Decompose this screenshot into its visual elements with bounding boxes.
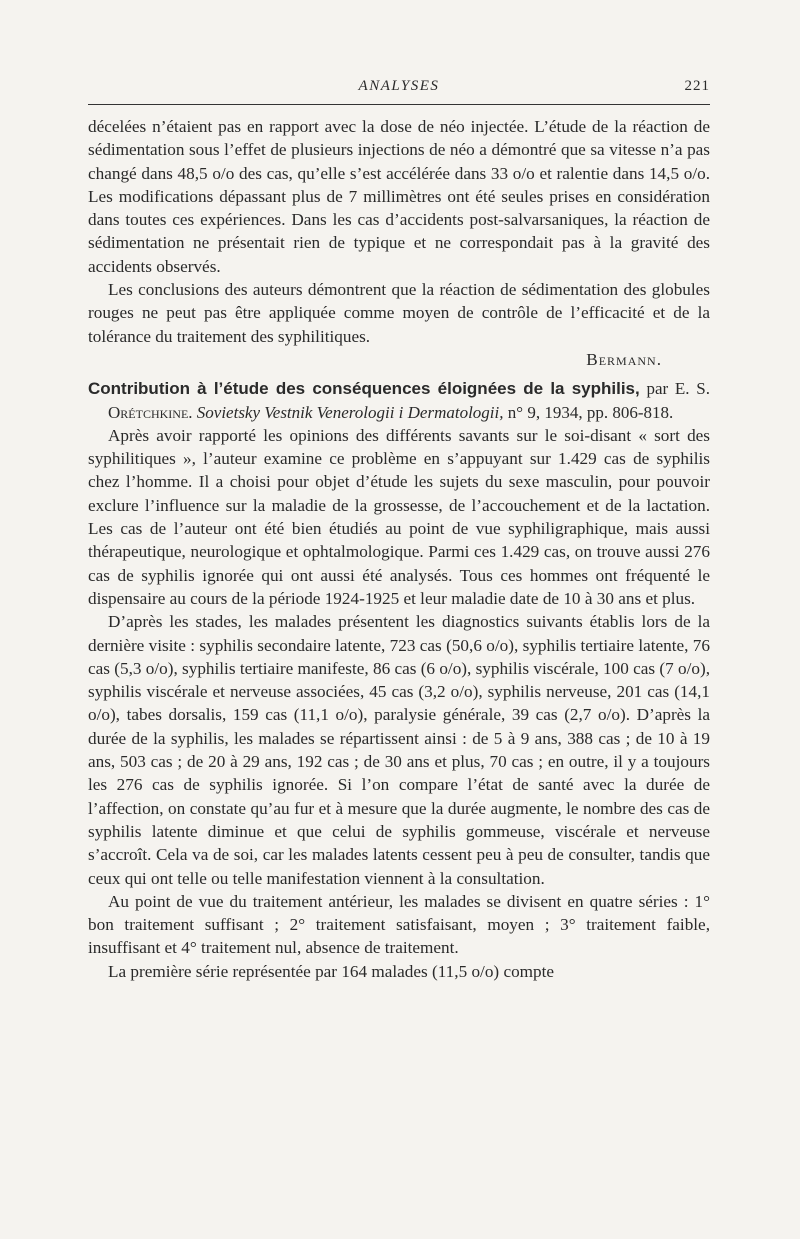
entry-title: Contribution à l’étude des conséquences éloignées de la syphilis, (88, 379, 640, 399)
body-paragraph: Après avoir rapporté les opinions des différents savants sur le soi-disant « sort des syphilitiques », l’auteur examine ce problème en s’appuyant sur 1.429 cas de syphilis chez l’homme. Il a choisi pour objet d’étude les sujets du sexe masculin, pour pouvoir exclure l’influence sur la maladie de la grossesse, de l’accouchement et de la lactation. Les cas de l’auteur ont été bien étudiés au point de vue syphiligraphique, mais aussi thérapeutique, neurologique et ophtalmologique. Parmi ces 1.429 cas, on trouve aussi 276 cas de syphilis ignorée qui ont aussi été analysés. Tous ces hommes ont fréquenté le dispensaire au cours de la période 1924-1925 et leur maladie date de 10 à 30 ans et plus. (88, 425, 710, 608)
running-title: ANALYSES (358, 78, 440, 94)
entry-author-initials: E. S. (674, 379, 710, 399)
header-rule (88, 104, 710, 105)
body-paragraph: Les conclusions des auteurs démontrent que la réaction de sédimentation des globules rouges ne peut pas être appliquée comme moyen de contrôle de l’efficacité et de la tolérance du traitement des syphilitiques. (88, 280, 710, 346)
document-page (88, 78, 710, 983)
bibliographic-entry (88, 377, 710, 424)
page-number: 221 (684, 78, 710, 94)
body-paragraph: Au point de vue du traitement antérieur, les malades se divisent en quatre séries : 1° bon traitement suffisant ; 2° traitement satisfaisant, moyen ; 3° traitement faible, insuffisant et 4° traitement nul, absence de traitement. (88, 891, 710, 958)
entry-reference: n° 9, 1934, pp. 806-818. (507, 402, 674, 422)
entry-author-name: Orétchkine. (108, 402, 193, 422)
body-paragraph: La première série représentée par 164 malades (11,5 o/o) compte (108, 961, 555, 981)
body-paragraph: D’après les stades, les malades présentent les diagnostics suivants établis lors de la dernière visite : syphilis secondaire latente, 723 cas (50,6 o/o), syphilis tertiaire latente, 76 cas (5,3 o/o), syphilis tertiaire manifeste, 86 cas (6 o/o), syphilis viscérale, 100 cas (7 o/o), syphilis viscérale et nerveuse associées, 45 cas (3,2 o/o), syphilis nerveuse, 201 cas (14,1 o/o), tabes dorsalis, 159 cas (11,1 o/o), paralysie générale, 39 cas (2,7 o/o). D’après la durée de la syphilis, les malades se répartissent ainsi : de 5 à 9 ans, 388 cas ; de 10 à 19 ans, 503 cas ; de 20 à 29 ans, 192 cas ; de 30 ans et plus, 70 cas ; en outre, il y a toujours les 276 cas de syphilis ignorée. Si l’on compare l’état de santé avec la durée de l’affection, on constate qu’au fur et à mesure que la durée augmente, le nombre des cas de syphilis latente diminue et que celui de syphilis gommeuse, viscérale et nerveuse s’accroît. Cela va de soi, car les malades latents cessent peu à peu de consulter, tandis que ceux qui ont telle ou telle manifestation viennent à la consultation. (88, 612, 710, 888)
entry-by: par (646, 379, 669, 399)
body-paragraph: décelées n’étaient pas en rapport avec la dose de néo injectée. L’étude de la réaction de sédimentation sous l’effet de plusieurs injections de néo a démontré que sa vitesse n’a pas changé dans 48,5 o/o des cas, qu’elle s’est accélérée dans 33 o/o et ralentie dans 14,5 o/o. Les modifications dépassant plus de 7 millimètres ont été seules prises en considération dans toutes ces expériences. Dans les cas d’accidents post-salvarsaniques, la réaction de sédimentation ne présentait rien de typique et ne correspondait pas à la gravité des accidents observés. (88, 117, 710, 276)
running-header (88, 78, 710, 100)
reviewer-signature: Bermann. (586, 349, 662, 369)
entry-journal: Sovietsky Vestnik Venerologii i Dermatologii, (196, 402, 504, 422)
